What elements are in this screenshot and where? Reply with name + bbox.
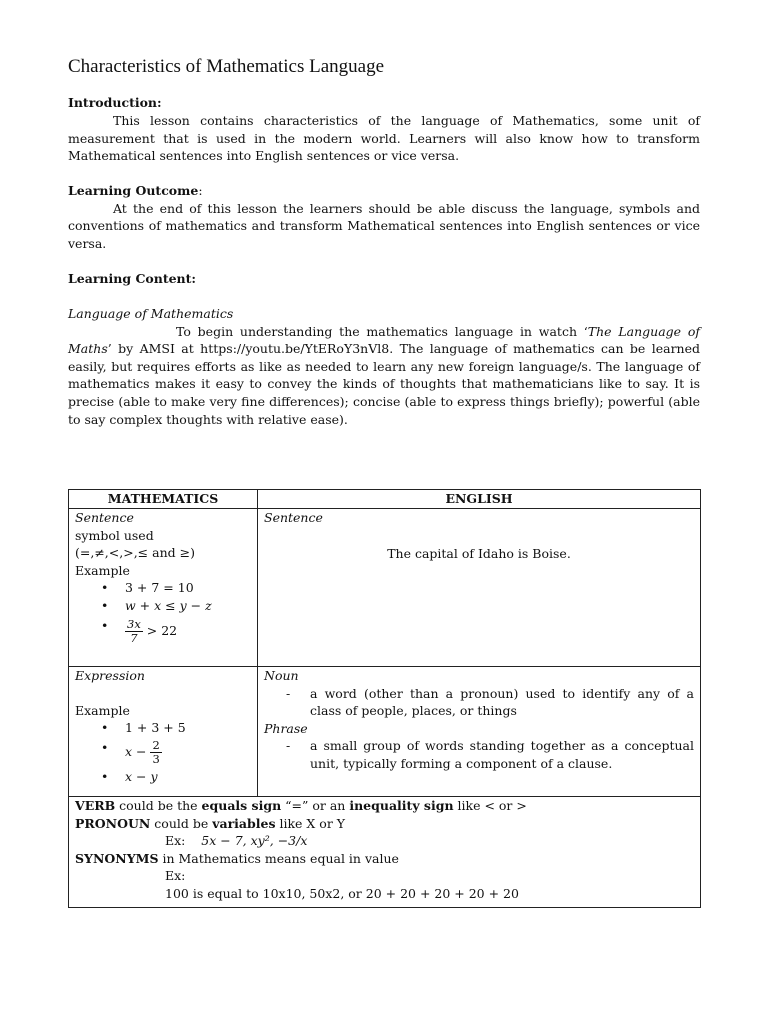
learning-outcome-colon: : (198, 182, 203, 198)
list-item: • 3 + 7 = 10 (101, 579, 251, 597)
table-row-parts-of-speech (69, 797, 701, 908)
spacer (75, 685, 251, 702)
table-row-sentence (69, 509, 701, 667)
equals-sign-keyword: equals sign (201, 798, 282, 813)
language-paragraph-start: To begin understanding the mathematics language in watch ‘ (176, 323, 588, 339)
introduction-section (68, 94, 700, 165)
language-subheading: Language of Mathematics (68, 305, 234, 321)
symbol-used-text: symbol used (75, 527, 154, 543)
pronoun-keyword: PRONOUN (75, 815, 151, 831)
example-label: Example (75, 702, 130, 718)
learning-outcome-heading (68, 182, 700, 200)
phrase-definition: - a small group of words standing together as a conceptual unit, typically forming a component of a clause. (264, 737, 694, 772)
table-row-expression (69, 667, 701, 797)
eng-sentence-label: Sentence (264, 510, 323, 525)
fraction (150, 739, 161, 766)
math-sentence-label: Sentence (75, 510, 134, 525)
list-item: • w + x ≤ y − z (101, 597, 251, 615)
verb-line (75, 797, 694, 815)
math-expression-label: Expression (75, 668, 145, 683)
eng-sentence-cell (258, 509, 701, 667)
pronoun-example (75, 832, 694, 850)
verb-keyword: VERB (75, 798, 116, 813)
noun-definition: - a word (other than a pronoun) used to identify any of a class of people, places, or things (264, 685, 694, 720)
variables-keyword: variables (212, 815, 276, 831)
header-mathematics: MATHEMATICS (69, 490, 258, 509)
expression-prefix: x − (125, 744, 151, 760)
eng-expression-cell (258, 667, 701, 797)
inequality-sign-keyword: inequality sign (349, 798, 454, 813)
page-title: Characteristics of Mathematics Language (68, 56, 385, 77)
pronoun-text-1: could be (150, 815, 213, 831)
list-item (101, 615, 251, 649)
phrase-label: Phrase (264, 720, 308, 736)
eng-sentence-example: The capital of Idaho is Boise. (387, 545, 571, 561)
header-english: ENGLISH (258, 490, 701, 509)
list-item: • x − y (101, 768, 251, 786)
synonyms-example-text: 100 is equal to 10x10, 50x2, or 20 + 20 + 20 + 20 + 20 (165, 885, 519, 901)
list-item (101, 737, 251, 768)
learning-content-heading: Learning Content: (68, 270, 197, 286)
synonyms-keyword: SYNONYMS (75, 850, 159, 866)
symbol-list: (=,≠,<,>,≤ and ≥) (75, 545, 195, 561)
table-header-row (69, 490, 701, 509)
introduction-text: This lesson contains characteristics of the language of Mathematics, some unit of measurement that is used in the modern world. Learners will also know how to transform Mathematical sentences into English sentences or vice versa. (68, 113, 700, 164)
parts-of-speech-cell (69, 797, 701, 908)
fraction-comparison: > 22 (142, 623, 178, 639)
sentence-examples (75, 579, 251, 649)
language-paragraph-rest: ’ by AMSI at https://youtu.be/YtERoY3nVl8. The language of mathematics can be learned easily, but requires efforts as like as needed to learn any new foreign language/s. The language of mathematics makes it easy to convey the kinds of thoughts that mathematicians like to say. It is precise (able to make very fine differences); concise (able to express things briefly); powerful (able to say complex thoughts with relative ease). (68, 341, 700, 427)
learning-outcome-section (68, 182, 700, 253)
expression-examples (75, 719, 251, 786)
pronoun-line (75, 815, 694, 833)
fraction (125, 618, 143, 645)
learning-outcome-text: At the end of this lesson the learners should be able discuss the language, symbols and conventions of mathematics and transform Mathematical sentences into English sentences or vice versa. (68, 200, 700, 251)
introduction-heading: Introduction: (68, 95, 162, 110)
verb-text-1: could be the (115, 798, 202, 813)
synonyms-example-label: Ex: (165, 868, 186, 884)
math-sentence-cell (69, 509, 258, 667)
fraction-numerator: 2 (152, 738, 160, 753)
verb-text-3: like < or > (453, 798, 527, 813)
learning-outcome-heading-text: Learning Outcome (68, 182, 199, 198)
video-title: The Language of Maths (68, 323, 700, 357)
noun-label: Noun (264, 668, 299, 683)
synonyms-text: in Mathematics means equal in value (158, 850, 399, 866)
fraction-numerator: • 3x (127, 617, 141, 632)
math-english-table (68, 489, 701, 908)
verb-text-2: “=” or an (281, 798, 350, 813)
fraction-denominator: 3 (152, 752, 160, 767)
math-expression-cell (69, 667, 258, 797)
document-page (68, 56, 700, 428)
example-label: Example (75, 562, 130, 578)
list-item: • 1 + 3 + 5 (101, 719, 251, 737)
learning-content-section (68, 270, 700, 429)
synonyms-line (75, 850, 694, 868)
example-label: Ex: (165, 833, 186, 849)
language-paragraph (68, 323, 700, 429)
pronoun-text-2: like X or Y (275, 815, 346, 831)
fraction-denominator: 7 (130, 631, 138, 646)
pronoun-example-text: 5x − 7, xy², −3/x (201, 833, 308, 849)
